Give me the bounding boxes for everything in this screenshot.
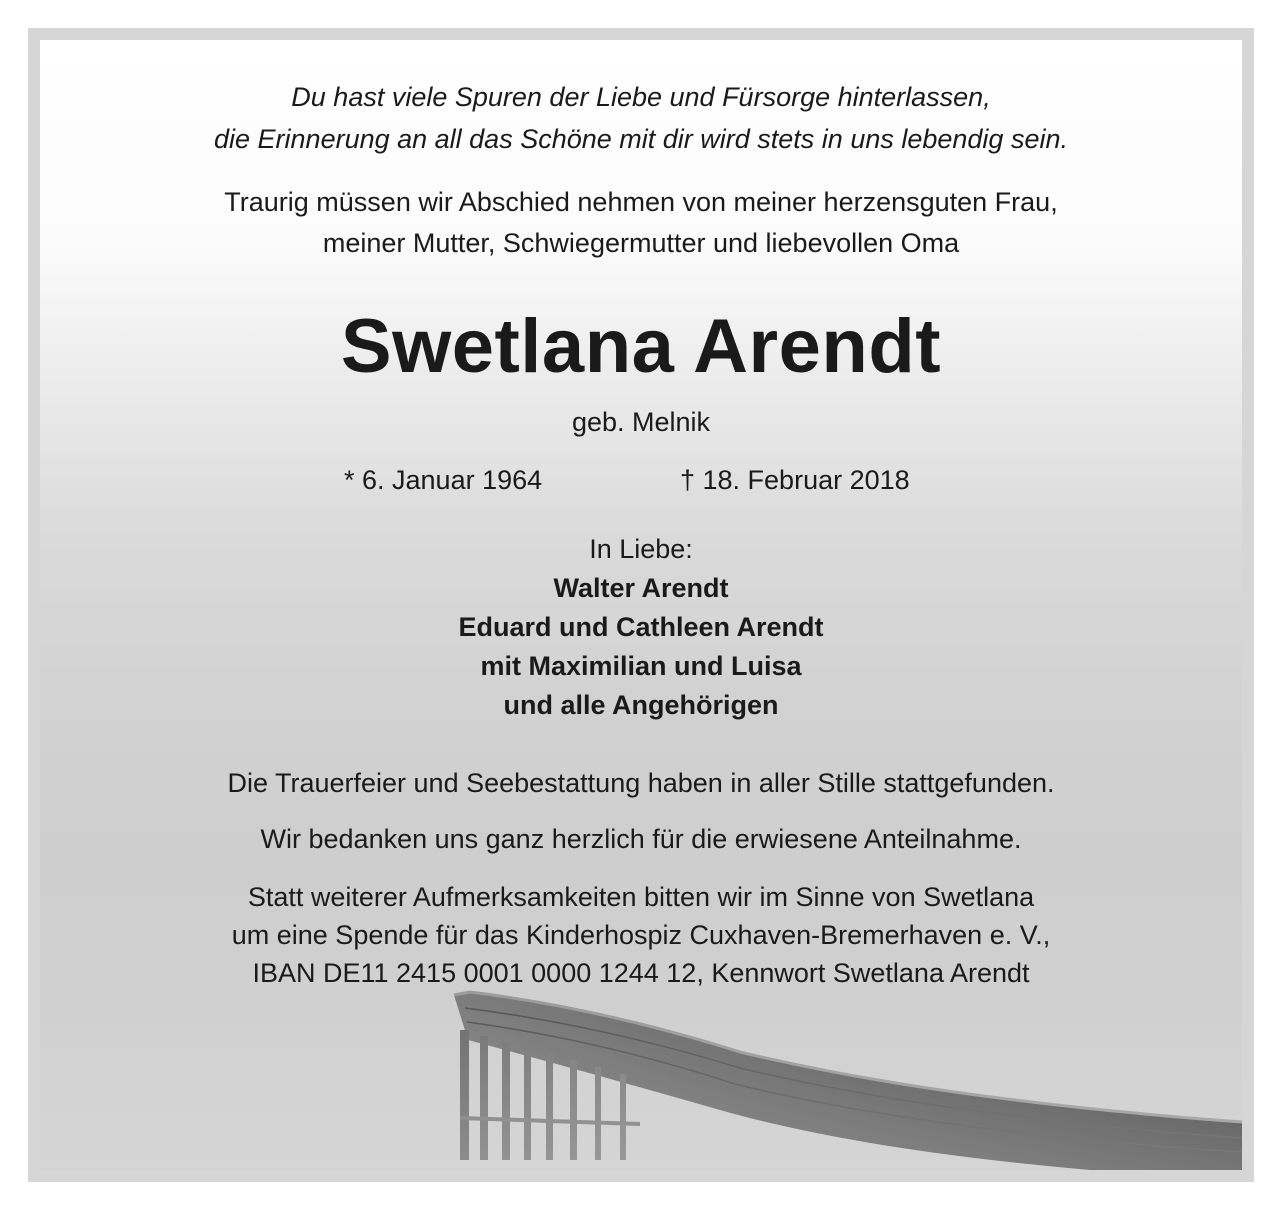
obituary-frame <box>28 28 1254 1182</box>
mourners-list <box>40 569 1242 725</box>
mourner-name: mit Maximilian und Luisa <box>480 651 802 681</box>
funeral-notice: Die Trauerfeier und Seebestattung haben in aller Stille stattgefunden. <box>227 768 1055 798</box>
thanks-notice: Wir bedanken uns ganz herzlich für die erwiesene Anteilnahme. <box>260 824 1022 854</box>
donation-line: Statt weiterer Aufmerksamkeiten bitten wir im Sinne von Swetlana <box>247 882 1035 912</box>
deceased-name: Swetlana Arendt <box>340 304 942 389</box>
donation-line: IBAN DE11 2415 0001 0000 1244 12, Kennwort Swetlana Arendt <box>252 958 1030 988</box>
death-date: † 18. Februar 2018 <box>680 465 910 495</box>
birth-name: geb. Melnik <box>571 407 711 437</box>
mourner-name: Walter Arendt <box>553 573 729 603</box>
mourner-name: und alle Angehörigen <box>503 690 779 720</box>
donation-notice <box>40 878 1242 992</box>
intro-line: meiner Mutter, Schwiegermutter und liebevollen Oma <box>322 228 960 258</box>
birth-date: * 6. Januar 1964 <box>344 465 543 495</box>
mourner-name: Eduard und Cathleen Arendt <box>458 612 824 642</box>
donation-line: um eine Spende für das Kinderhospiz Cuxhaven-Bremerhaven e. V., <box>231 920 1051 950</box>
intro-line: Traurig müssen wir Abschied nehmen von meiner herzensguten Frau, <box>224 187 1058 217</box>
quote-line: Du hast viele Spuren der Liebe und Fürsorge hinterlassen, <box>291 82 991 112</box>
memorial-quote <box>40 76 1242 160</box>
farewell-intro <box>40 182 1242 264</box>
mourners-label: In Liebe: <box>589 534 693 564</box>
quote-line: die Erinnerung an all das Schöne mit dir wird stets in uns lebendig sein. <box>214 124 1068 154</box>
